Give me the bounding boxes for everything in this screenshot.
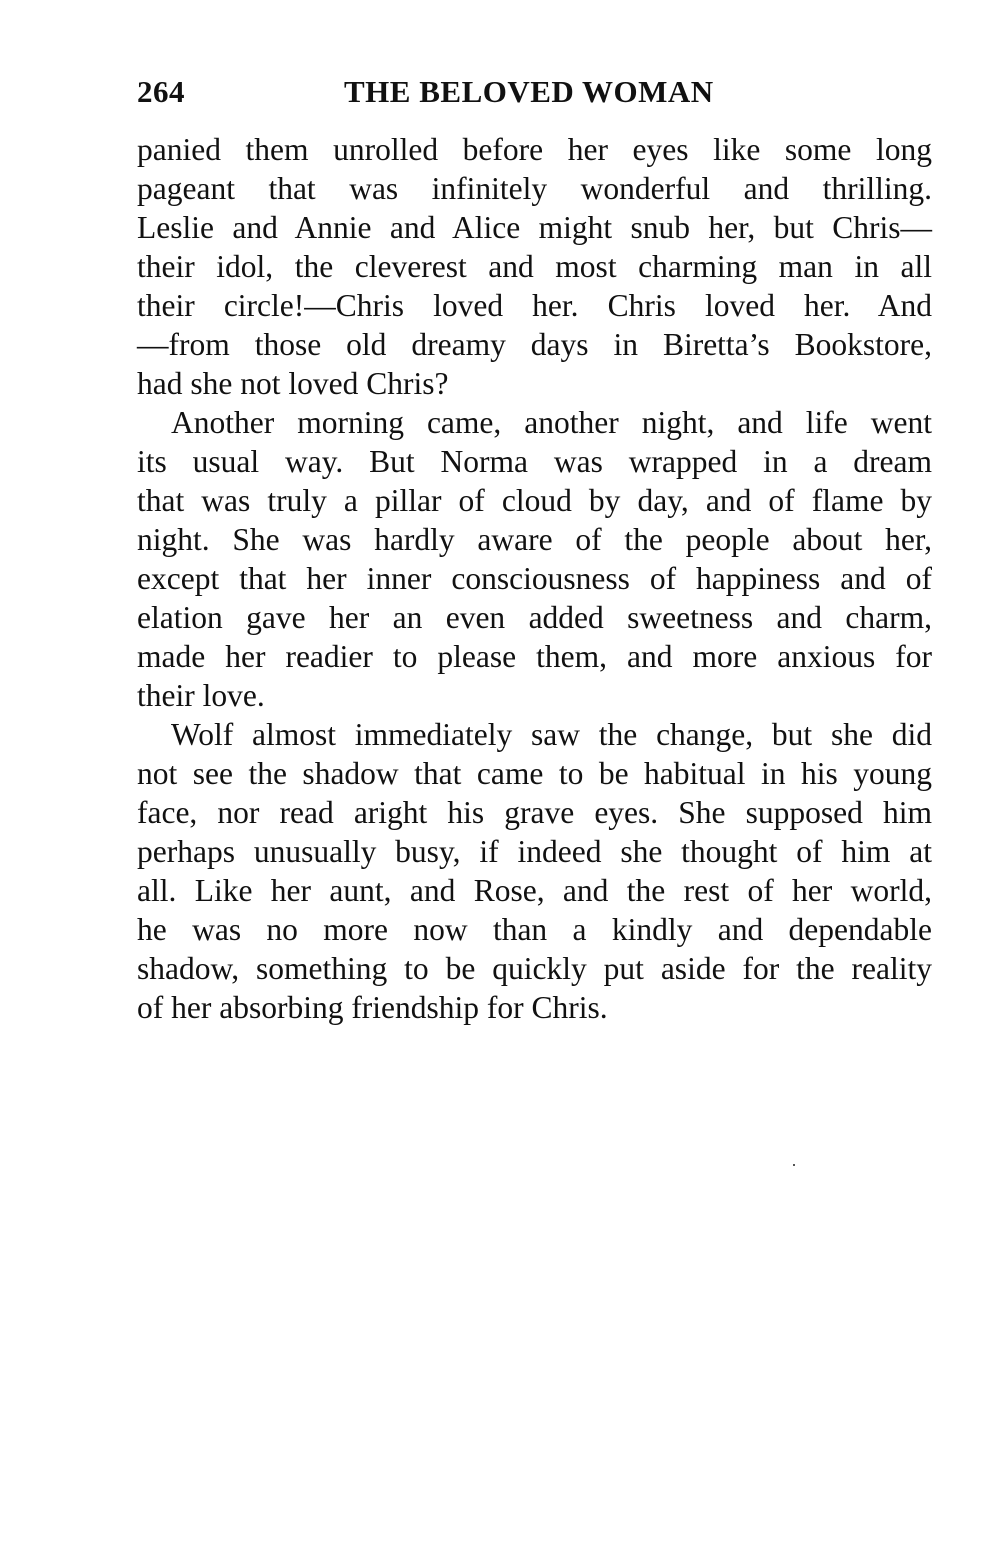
text-line: made her readier to please them, and more anxious for (137, 639, 932, 674)
text-line: all. Like her aunt, and Rose, and the rest of her world, (137, 873, 932, 908)
text-line: except that her inner consciousness of happiness and of (137, 561, 932, 596)
text-line: their love. (137, 678, 265, 713)
text-line: Leslie and Annie and Alice might snub her, but Chris— (137, 210, 932, 245)
text-line: their idol, the cleverest and most charming man in all (137, 249, 932, 284)
text-line: Another morning came, another night, and life went (171, 405, 932, 440)
book-title: THE BELOVED WOMAN (344, 74, 714, 109)
text-line: had she not loved Chris? (137, 366, 449, 401)
page-number: 264 (137, 74, 185, 109)
text-line: —from those old dreamy days in Biretta’s Bookstore, (137, 327, 932, 362)
text-line: night. She was hardly aware of the people about her, (137, 522, 932, 557)
text-line: face, nor read aright his grave eyes. She supposed him (137, 795, 932, 830)
paragraph (137, 403, 932, 715)
body-text (137, 130, 932, 1027)
text-line: pageant that was infinitely wonderful and thrilling. (137, 171, 932, 206)
text-line: not see the shadow that came to be habitual in his young (137, 756, 932, 791)
text-line: Wolf almost immediately saw the change, but she did (171, 717, 932, 752)
text-line: their circle!—Chris loved her. Chris loved her. And (137, 288, 932, 323)
text-line: he was no more now than a kindly and dependable (137, 912, 932, 947)
text-line: panied them unrolled before her eyes like some long (137, 132, 932, 167)
text-line: elation gave her an even added sweetness and charm, (137, 600, 932, 635)
text-line: its usual way. But Norma was wrapped in a dream (137, 444, 932, 479)
print-speck (793, 1164, 795, 1166)
paragraph (137, 715, 932, 1027)
text-line: perhaps unusually busy, if indeed she thought of him at (137, 834, 932, 869)
running-head (137, 74, 937, 114)
text-line: shadow, something to be quickly put aside for the reality (137, 951, 932, 986)
text-line: that was truly a pillar of cloud by day, and of flame by (137, 483, 932, 518)
paragraph (137, 130, 932, 403)
text-line: of her absorbing friendship for Chris. (137, 990, 608, 1025)
